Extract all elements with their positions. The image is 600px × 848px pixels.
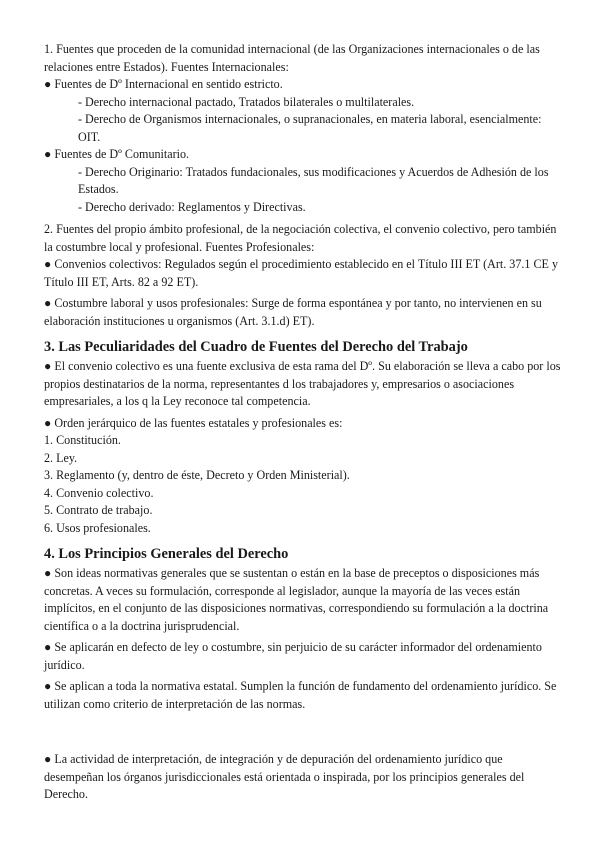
custom-usage-bullet: ● Costumbre laboral y usos profesionales: Surge de forma espontánea y por tanto, no intervienen en su elaboración instituciones u organismos (Art. 3.1.d) ET). [44, 296, 542, 328]
section-2-intro: 2. Fuentes del propio ámbito profesional, de la negociación colectiva, el convenio colectivo, pero también la costumbre local y profesional. Fuentes Profesionales: [44, 222, 557, 254]
hierarchy-item: 3. Reglamento (y, dentro de éste, Decreto y Orden Ministerial). [44, 468, 350, 482]
principles-definition-paragraph: ● Son ideas normativas generales que se sustentan o están en la base de preceptos o disposiciones más concretas. A veces su formulación, corresponde al legislador, aunque la mayoría de las veces están implícitos, en el conjunto de las disposiciones normativas, correspondiendo su formulación a la doctrina científica o a la doctrina jurisprudencial. [44, 566, 549, 633]
principles-scope-paragraph: ● Se aplican a toda la normativa estatal. Sumplen la función de fundamento del ordenamiento jurídico. Se utilizan como criterio de interpretación de las normas. [44, 679, 557, 711]
hierarchy-item: 2. Ley. [44, 450, 78, 465]
section-1-intro: 1. Fuentes que proceden de la comunidad internacional (de las Organizaciones internacionales o de las relaciones entre Estados). Fuentes Internacionales: [44, 42, 540, 74]
list-item: - Derecho Originario: Tratados fundacionales, sus modificaciones y Acuerdos de Adhesión de los Estados. [78, 164, 549, 196]
list-item: - Derecho internacional pactado, Tratados bilaterales o multilaterales. [78, 94, 415, 109]
list-item: - Derecho de Organismos internacionales, o supranacionales, en materia laboral, esencialmente: OIT. [78, 112, 542, 144]
list-item: - Derecho derivado: Reglamentos y Directivas. [78, 199, 306, 214]
principles-application-paragraph: ● Se aplicarán en defecto de ley o costumbre, sin perjuicio de su carácter informador del ordenamiento jurídico. [44, 640, 542, 672]
heading-section-3: 3. Las Peculiaridades del Cuadro de Fuentes del Derecho del Trabajo [44, 339, 468, 355]
heading-section-4: 4. Los Principios Generales del Derecho [44, 546, 289, 562]
hierarchy-item: 1. Constitución. [44, 433, 121, 447]
community-sources-title: ● Fuentes de Dº Comunitario. [44, 147, 190, 161]
hierarchy-title: ● Orden jerárquico de las fuentes estatales y profesionales es: [44, 415, 343, 430]
hierarchy-item: 4. Convenio colectivo. [44, 485, 154, 500]
collective-agreements-bullet: ● Convenios colectivos: Regulados según el procedimiento establecido en el Título III ET (Art. 37.1 CE y Título III ET, Arts. 82 a 92 ET). [44, 257, 559, 289]
intl-sources-title: ● Fuentes de Dº Internacional en sentido estricto. [44, 77, 283, 91]
collective-agreement-paragraph: ● El convenio colectivo es una fuente exclusiva de esta rama del Dº. Su elaboración se lleva a cabo por los propios destinatarios de la norma, representantes d los trabajadores y, empresarios o asociaciones empresariales, a los q la Ley reconoce tal competencia. [44, 359, 561, 408]
hierarchy-item: 5. Contrato de trabajo. [44, 503, 153, 517]
hierarchy-item: 6. Usos profesionales. [44, 520, 151, 535]
document-page [44, 41, 564, 804]
principles-jurisdiction-paragraph: ● La actividad de interpretación, de integración y de depuración del ordenamiento jurídico que desempeñan los órganos jurisdiccionales está orientada o inspirada, por los principios generales del Derecho. [44, 752, 525, 801]
